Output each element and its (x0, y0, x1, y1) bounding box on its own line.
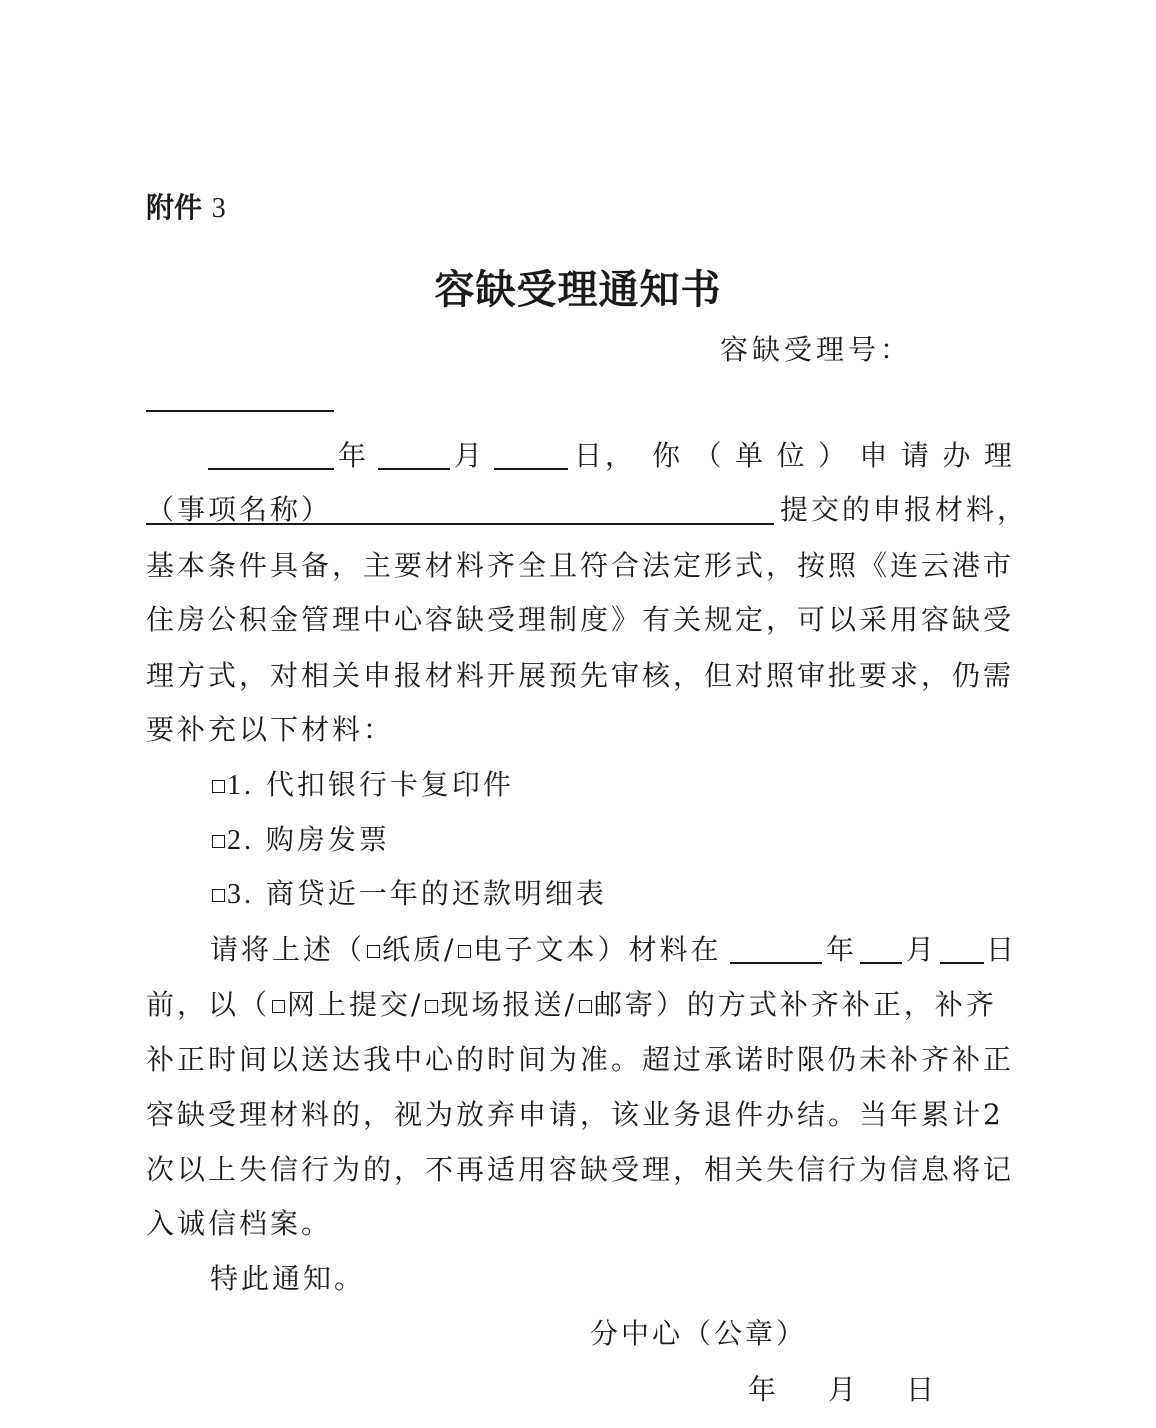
attachment-label: 附件 3 (146, 191, 226, 224)
body-line-1: 基本条件具备，主要材料齐全且符合法定形式，按照《连云港市 (146, 549, 1015, 582)
date-year-label: 年 (338, 439, 370, 472)
submit-line-1: 请将上述（ 纸质/ 电子文本）材料在 (210, 933, 722, 966)
document-title: 容缺受理通知书 (434, 266, 722, 313)
submit-line-2: 前，以（ 网上提交/ 现场报送/ 邮寄）的方式补齐补正，补齐 (146, 988, 997, 1021)
checkbox-icon[interactable] (579, 1000, 592, 1013)
year-blank (208, 468, 334, 470)
checkbox-icon[interactable] (367, 945, 380, 958)
rest-line-4: 入诚信档案。 (146, 1207, 333, 1240)
signature-year: 年 (748, 1373, 780, 1406)
checkbox-icon[interactable] (212, 835, 225, 848)
acceptance-number-label: 容缺受理号： (720, 333, 913, 366)
checkbox-icon[interactable] (425, 1000, 438, 1013)
deadline-month-label: 月 (906, 933, 938, 966)
signature-org: 分中心（公章） (590, 1317, 808, 1350)
body-line-3: 理方式，对相关申报材料开展预先审核，但对照审批要求，仍需 (146, 659, 1015, 692)
item-name-placeholder: （事项名称） (146, 493, 333, 526)
day-blank (494, 468, 568, 470)
deadline-year-label: 年 (826, 933, 858, 966)
acceptance-number-blank (146, 410, 334, 412)
checkbox-icon[interactable] (272, 1000, 285, 1013)
checkbox-icon[interactable] (458, 945, 471, 958)
body-line-4: 要补充以下材料： (146, 713, 395, 746)
rest-line-3: 次以上失信行为的，不再适用容缺受理，相关失信行为信息将记 (146, 1153, 1015, 1186)
deadline-year-blank (730, 962, 822, 964)
material-item-2: 2. 购房发票 (210, 820, 390, 861)
applicant-text: 你 （ 单 位 ） 申 请 办 理 (652, 439, 1012, 472)
rest-line-2: 容缺受理材料的，视为放弃申请，该业务退件办结。当年累计2 (146, 1098, 1004, 1131)
signature-month: 月 (828, 1373, 860, 1406)
material-item-1: 1. 代扣银行卡复印件 (210, 765, 514, 806)
deadline-day-label: 日 (986, 933, 1018, 966)
material-item-3: 3. 商贷近一年的还款明细表 (210, 874, 607, 915)
deadline-month-blank (860, 962, 902, 964)
item-name-suffix: 提交的申报材料， (780, 493, 1029, 526)
checkbox-icon[interactable] (212, 889, 225, 902)
item-name-blank (146, 523, 774, 525)
rest-line-1: 补正时间以送达我中心的时间为准。超过承诺时限仍未补齐补正 (146, 1043, 1015, 1076)
date-month-label: 月 (454, 439, 486, 472)
date-day-label: 日， (574, 439, 637, 472)
signature-day: 日 (906, 1373, 938, 1406)
month-blank (378, 468, 450, 470)
checkbox-icon[interactable] (212, 780, 225, 793)
notice-text: 特此通知。 (210, 1262, 366, 1295)
body-line-2: 住房公积金管理中心容缺受理制度》有关规定，可以采用容缺受 (146, 603, 1015, 636)
deadline-day-blank (940, 962, 984, 964)
